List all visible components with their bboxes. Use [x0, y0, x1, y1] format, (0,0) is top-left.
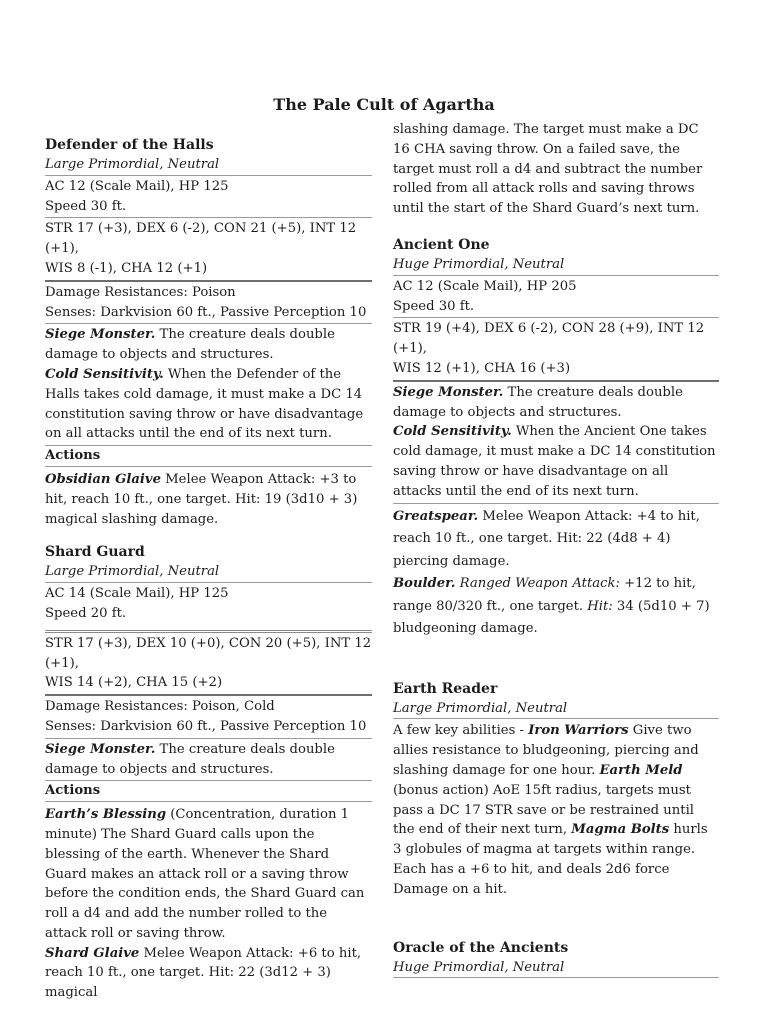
action-hit-label: Hit:: [587, 598, 613, 614]
monster-type: Large Primordial, Neutral: [393, 699, 719, 720]
action-name: Shard Glaive: [45, 945, 140, 961]
statblock-shard-guard: [45, 542, 372, 1003]
ability-name: Magma Bolts: [571, 822, 670, 838]
action-text: Melee Weapon Attack: +6 to hit, reach 10 ft., one target. Hit: 22 (3d12 + 3) magical: [45, 945, 362, 1001]
actions-heading: Actions: [45, 446, 372, 467]
monster-type: Large Primordial, Neutral: [45, 562, 372, 583]
action-text: Melee Weapon Attack: +3 to hit, reach 10 ft., one target. Hit: 19 (3d10 + 3) magical slashing damage.: [45, 471, 358, 527]
abilities-intro: A few key abilities -: [393, 723, 529, 739]
monster-name: Defender of the Halls: [45, 137, 214, 153]
action-obsidian-glaive: [45, 467, 372, 529]
action-earths-blessing: [45, 802, 372, 944]
damage-resistances: Damage Resistances: Poison: [45, 284, 236, 300]
action-name: Boulder.: [393, 576, 456, 592]
armor-hp-speed-section: [393, 276, 719, 319]
monster-name: Earth Reader: [393, 680, 498, 697]
statblock-oracle-of-the-ancients: [393, 938, 719, 979]
senses: Senses: Darkvision 60 ft., Passive Perception 10: [45, 718, 367, 734]
trait-text: The creature deals double damage to objects and structures.: [45, 741, 335, 777]
ability-scores-line-2: WIS 14 (+2), CHA 15 (+2): [45, 675, 223, 691]
ability-scores-section: [45, 218, 372, 281]
trait-name: Siege Monster.: [45, 327, 156, 343]
ability-scores-section: [393, 318, 719, 381]
ability-name: Iron Warriors: [528, 723, 629, 739]
speed: Speed 30 ft.: [45, 198, 127, 214]
action-shard-glaive: [45, 944, 372, 1003]
speed: Speed 30 ft.: [393, 298, 475, 314]
senses: Senses: Darkvision 60 ft., Passive Perception 10: [45, 304, 367, 320]
ability-text: hurls 3 globules of magma at targets within range. Each has a +6 to hit, and deals 2d6 force Damage on a hit.: [393, 822, 708, 897]
trait-name: Siege Monster.: [45, 741, 156, 757]
action-text: 34 (5d10 + 7) bludgeoning damage.: [393, 598, 710, 637]
speed: Speed 20 ft.: [45, 605, 127, 621]
trait-text: When the Ancient One takes cold damage, it must make a DC 14 constitution saving throw or have disadvantage on all attacks until the end of its next turn.: [393, 424, 716, 499]
trait-cold-sensitivity: [45, 365, 372, 444]
traits-section: [45, 739, 372, 782]
statblock-defender-of-the-halls: [45, 135, 372, 529]
action-greatspear: [393, 504, 719, 574]
monster-name: Shard Guard: [45, 544, 145, 561]
action-text: (Concentration, duration 1 minute) The Shard Guard calls upon the blessing of the earth. Whenever the Shard Guard makes an attack roll or a saving throw before the condition ends, the Shard Guard can roll a d4 and add the number rolled to the attack roll or saving throw.: [45, 807, 365, 941]
action-boulder: [393, 573, 719, 641]
ability-text: (bonus action) AoE 15ft radius, targets must pass a DC 17 STR save or be restrained until the end of their next turn,: [393, 782, 695, 838]
trait-name: Cold Sensitivity.: [45, 366, 164, 382]
abilities-paragraph: [393, 719, 719, 899]
action-text: +12 to hit, range 80/320 ft., one target.: [393, 576, 696, 614]
armor-hp: AC 12 (Scale Mail), HP 125: [45, 178, 229, 194]
page-title: The Pale Cult of Agartha: [273, 95, 495, 114]
resistances-senses-section: [45, 696, 372, 739]
armor-hp-speed-section: [45, 583, 372, 633]
monster-name: Oracle of the Ancients: [393, 939, 569, 956]
ability-name: Earth Meld: [599, 762, 683, 778]
resistances-senses-section: [45, 282, 372, 325]
trait-cold-sensitivity: [393, 422, 719, 501]
right-column: [393, 120, 719, 978]
statblock-earth-reader: [393, 679, 719, 900]
ability-scores-line-2: WIS 8 (-1), CHA 12 (+1): [45, 260, 208, 276]
trait-text: The creature deals double damage to objects and structures.: [45, 327, 335, 363]
action-name: Obsidian Glaive: [45, 471, 161, 487]
damage-resistances: Damage Resistances: Poison, Cold: [45, 699, 275, 715]
action-name: Greatspear.: [393, 508, 479, 524]
ability-scores-line-2: WIS 12 (+1), CHA 16 (+3): [393, 360, 571, 376]
trait-text: When the Defender of the Halls takes cold damage, it must make a DC 14 constitution saving throw or have disadvantage on all attacks until the end of its next turn.: [45, 366, 364, 442]
ability-text: Give two allies resistance to bludgeoning, piercing and slashing damage for one hour.: [393, 723, 699, 778]
action-name: Earth’s Blessing: [45, 807, 167, 823]
shard-glaive-continued: slashing damage. The target must make a DC 16 CHA saving throw. On a failed save, the target must roll a d4 and subtract the number rolled from all attack rolls and saving throws until the start of the Shard Guard’s next turn.: [393, 122, 703, 217]
traits-section: [393, 382, 719, 504]
trait-name: Siege Monster.: [393, 384, 504, 400]
trait-siege-monster: [45, 740, 372, 780]
ability-scores-line-1: STR 19 (+4), DEX 6 (-2), CON 28 (+9), INT 12 (+1),: [393, 321, 705, 357]
actions-heading: Actions: [45, 781, 372, 802]
trait-siege-monster: [45, 325, 372, 365]
traits-section: [45, 324, 372, 446]
left-column: [45, 135, 372, 1003]
trait-siege-monster: [393, 383, 719, 423]
ability-scores-line-1: STR 17 (+3), DEX 10 (+0), CON 20 (+5), INT 12 (+1),: [45, 635, 372, 671]
monster-type: Large Primordial, Neutral: [45, 155, 372, 176]
ability-scores-line-1: STR 17 (+3), DEX 6 (-2), CON 21 (+5), INT 12 (+1),: [45, 221, 357, 257]
armor-hp: AC 14 (Scale Mail), HP 125: [45, 586, 229, 602]
trait-text: The creature deals double damage to objects and structures.: [393, 384, 683, 420]
action-attack-type: Ranged Weapon Attack:: [455, 576, 620, 592]
monster-name: Ancient One: [393, 236, 490, 253]
monster-type: Huge Primordial, Neutral: [393, 255, 719, 276]
monster-type: Huge Primordial, Neutral: [393, 958, 719, 979]
trait-name: Cold Sensitivity.: [393, 424, 512, 440]
armor-hp-speed-section: [45, 176, 372, 219]
ability-scores-section: [45, 633, 372, 696]
armor-hp: AC 12 (Scale Mail), HP 205: [393, 278, 577, 294]
statblock-ancient-one: [393, 235, 719, 641]
action-text: Melee Weapon Attack: +4 to hit, reach 10 ft., one target. Hit: 22 (4d8 + 4) piercing damage.: [393, 508, 700, 569]
